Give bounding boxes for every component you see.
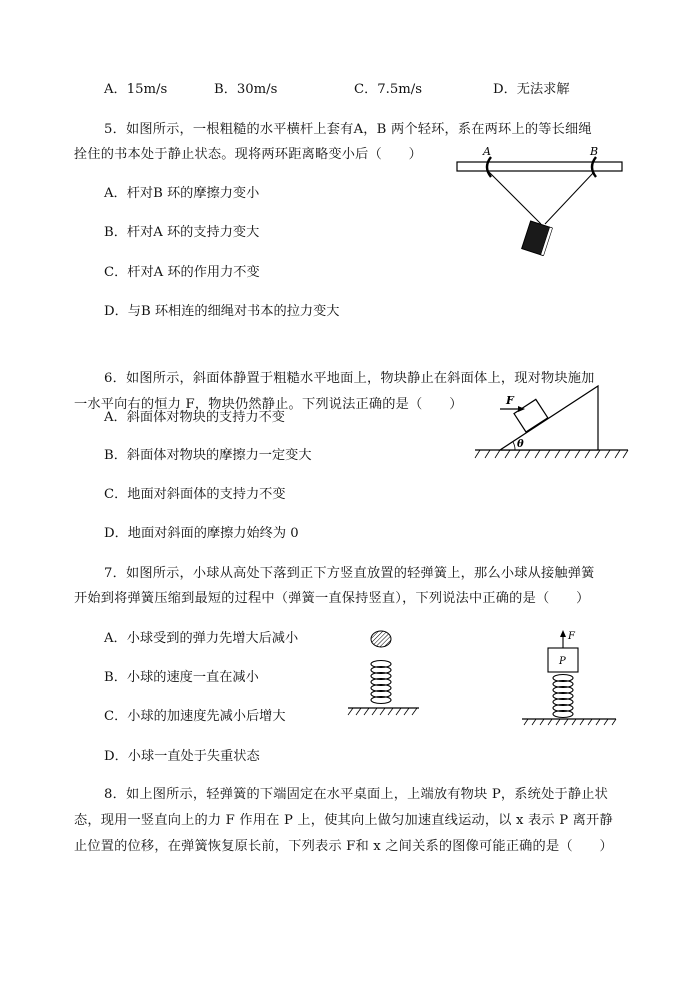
q7-option-c: C．小球的加速度先减小后增大 xyxy=(104,709,286,724)
ball-spring-figure xyxy=(343,624,423,724)
ring-b-label: B xyxy=(590,145,599,158)
q4-option-c: C．7.5m/s xyxy=(354,82,422,97)
q5-option-c: C．杆对A 环的作用力不变 xyxy=(104,265,260,280)
spring-1 xyxy=(371,661,391,704)
q6-stem-line2: 一水平向右的恒力 F，物块仍然静止。下列说法正确的是（ ） xyxy=(74,397,463,412)
incline-body xyxy=(500,386,598,450)
q8-stem-line2: 态，现用一竖直向上的力 F 作用在 P 上，使其向上做匀加速直线运动，以 x 表示 P 离开静 xyxy=(74,813,613,828)
force-label: F xyxy=(568,631,575,642)
block-p-label: P xyxy=(559,656,566,667)
q6-option-a: A．斜面体对物块的支持力不变 xyxy=(104,410,285,425)
q5-option-d: D．与B 环相连的细绳对书本的拉力变大 xyxy=(104,304,340,319)
force-label: F xyxy=(506,394,514,407)
block-spring-force-figure xyxy=(520,626,620,726)
ground-hatch xyxy=(348,708,417,715)
q6-option-b: B．斜面体对物块的摩擦力一定变大 xyxy=(104,448,312,463)
q7-option-d: D．小球一直处于失重状态 xyxy=(104,749,260,764)
ball xyxy=(371,631,391,647)
ring-a-label: A xyxy=(483,145,491,158)
q6-option-c: C．地面对斜面体的支持力不变 xyxy=(104,487,286,502)
angle-label: θ xyxy=(517,439,524,450)
book xyxy=(522,221,553,256)
q6-option-d: D．地面对斜面的摩擦力始终为 0 xyxy=(104,526,299,541)
horizontal-rod xyxy=(457,162,622,171)
q7-stem-line2: 开始到将弹簧压缩到最短的过程中（弹簧一直保持竖直），下列说法中正确的是（ ） xyxy=(74,591,590,606)
string-b xyxy=(545,172,594,224)
q5-stem-line2: 拴住的书本处于静止状态。现将两环距离略变小后（ ） xyxy=(74,147,423,162)
q5-option-a: A．杆对B 环的摩擦力变小 xyxy=(104,186,260,201)
q4-option-d: D．无法求解 xyxy=(493,82,570,97)
incline-block-figure xyxy=(470,380,630,465)
spring-2 xyxy=(553,675,573,718)
q7-option-b: B．小球的速度一直在减小 xyxy=(104,670,259,685)
force-arrowhead xyxy=(560,630,566,637)
string-a xyxy=(489,172,541,224)
q4-option-b: B．30m/s xyxy=(214,82,278,97)
q8-stem-line3: 止位置的位移，在弹簧恢复原长前，下列表示 F和 x 之间关系的图像可能正确的是（ ） xyxy=(74,839,613,854)
q4-option-a: A．15m/s xyxy=(104,82,168,97)
q8-stem-line1: 8．如上图所示，轻弹簧的下端固定在水平桌面上，上端放有物块 P，系统处于静止状 xyxy=(104,787,609,802)
q5-option-b: B．杆对A 环的支持力变大 xyxy=(104,225,260,240)
ground-hatch xyxy=(475,450,628,458)
q7-stem-line1: 7．如图所示，小球从高处下落到正下方竖直放置的轻弹簧上，那么小球从接触弹簧 xyxy=(104,566,595,581)
rod-rings-book-figure xyxy=(450,145,630,260)
q5-stem-line1: 5．如图所示，一根粗糙的水平横杆上套有A，B 两个轻环，系在两环上的等长细绳 xyxy=(104,122,592,137)
q6-stem-line1: 6．如图所示，斜面体静置于粗糙水平地面上，物块静止在斜面体上，现对物块施加 xyxy=(104,371,595,386)
q7-option-a: A．小球受到的弹力先增大后减小 xyxy=(104,631,299,646)
ground-hatch xyxy=(524,719,616,725)
